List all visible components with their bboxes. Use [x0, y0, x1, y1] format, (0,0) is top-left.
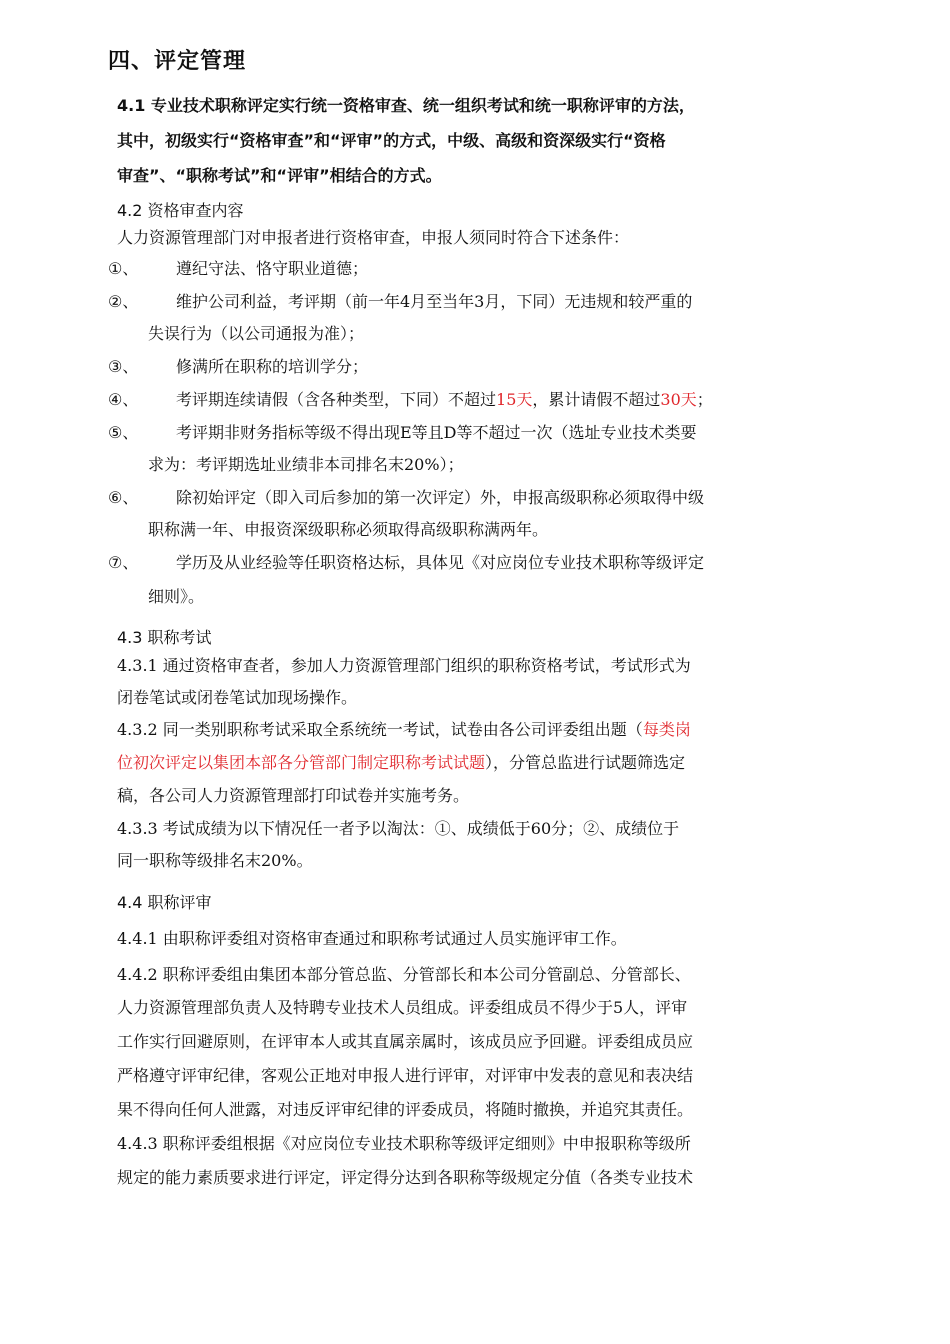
p443-line-2: 规定的能力素质要求进行评定，评定得分达到各职称等级规定分值（各类专业技术: [117, 1168, 694, 1187]
p442-line-3: 工作实行回避原则，在评审本人或其直属亲属时，该成员应予回避。评委组成员应: [117, 1032, 694, 1051]
section-title: 四、评定管理: [108, 49, 247, 74]
p432-line-1: [117, 720, 817, 740]
item-3-text: 修满所在职称的培训学分；: [176, 357, 369, 376]
p431-line-1: 4.3.1 通过资格审查者，参加人力资源管理部门组织的职称资格考试，考试形式为: [117, 656, 691, 675]
p432-line-2: [117, 753, 817, 773]
item-1-number: ①、: [108, 259, 139, 278]
item-2-continuation: 失误行为（以公司通报为准）；: [148, 324, 365, 343]
s43-heading: 4.3 职称考试: [117, 628, 212, 647]
item-4-text: [176, 390, 713, 410]
p442-line-4: 严格遵守评审纪律，客观公正地对申报人进行评审，对评审中发表的意见和表决结: [117, 1066, 694, 1085]
item-4-number: ④、: [108, 390, 139, 409]
item-5-continuation: 求为：考评期选址业绩非本司排名末20%）；: [148, 455, 464, 474]
item-7-text: 学历及从业经验等任职资格达标，具体见《对应岗位专业技术职称等级评定: [176, 553, 705, 572]
p443-line-1: 4.4.3 职称评委组根据《对应岗位专业技术职称等级评定细则》中申报职称等级所: [117, 1134, 691, 1153]
item-6-text: 除初始评定（即入司后参加的第一次评定）外，申报高级职称必须取得中级: [176, 488, 705, 507]
p433-line-1: 4.3.3 考试成绩为以下情况任一者予以淘汰：①、成绩低于60分；②、成绩位于: [117, 819, 680, 838]
leave-limit-cumulative: 30天: [660, 390, 697, 409]
p432-highlight-start: 每类岗: [642, 720, 691, 739]
item-3-number: ③、: [108, 357, 139, 376]
s41-line-3: 审查”、“职称考试”和“评审”相结合的方式。: [117, 166, 442, 185]
item-4-text-a: 考评期连续请假（含各种类型，下同）不超过: [176, 390, 497, 409]
p432-line-2-text: ），分管总监进行试题筛选定: [485, 753, 686, 772]
item-5-text: 考评期非财务指标等级不得出现E等且D等不超过一次（选址专业技术类要: [176, 423, 697, 442]
p442-line-1: 4.4.2 职称评委组由集团本部分管总监、分管部长和本公司分管副总、分管部长、: [117, 965, 691, 984]
item-6-number: ⑥、: [108, 488, 139, 507]
p433-line-2: 同一职称等级排名末20%。: [117, 851, 313, 870]
p432-line-3: 稿，各公司人力资源管理部打印试卷并实施考务。: [117, 786, 470, 805]
item-7-number: ⑦、: [108, 553, 139, 572]
s41-line-1: 4.1 专业技术职称评定实行统一资格审查、统一组织考试和统一职称评审的方法，: [117, 96, 695, 115]
p442-line-2: 人力资源管理部负责人及特聘专业技术人员组成。评委组成员不得少于5人，评审: [117, 998, 688, 1017]
p432-highlight-end: 位初次评定以集团本部各分管部门制定职称考试试题: [117, 753, 486, 772]
item-7-continuation: 细则》。: [148, 587, 205, 606]
item-5-number: ⑤、: [108, 423, 139, 442]
leave-limit-continuous: 15天: [496, 390, 533, 409]
s44-heading: 4.4 职称评审: [117, 893, 212, 912]
p431-line-2: 闭卷笔试或闭卷笔试加现场操作。: [117, 688, 358, 707]
item-4-text-b: ，累计请假不超过: [532, 390, 661, 409]
item-2-text: 维护公司利益，考评期（前一年4月至当年3月，下同）无违规和较严重的: [176, 292, 693, 311]
item-6-continuation: 职称满一年、申报资深级职称必须取得高级职称满两年。: [148, 520, 549, 539]
s42-heading: 4.2 资格审查内容: [117, 201, 244, 220]
item-4-text-c: ；: [696, 390, 713, 409]
s41-line-2: 其中，初级实行“资格审查”和“评审”的方式，中级、高级和资深级实行“资格: [117, 131, 666, 150]
s42-intro: 人力资源管理部门对申报者进行资格审查，申报人须同时符合下述条件：: [117, 228, 630, 247]
p441: 4.4.1 由职称评委组对资格审查通过和职称考试通过人员实施评审工作。: [117, 929, 627, 948]
p442-line-5: 果不得向任何人泄露，对违反评审纪律的评委成员，将随时撤换，并追究其责任。: [117, 1100, 694, 1119]
item-2-number: ②、: [108, 292, 139, 311]
item-1-text: 遵纪守法、恪守职业道德；: [176, 259, 369, 278]
p432-line-1-text: 4.3.2 同一类别职称考试采取全系统统一考试，试卷由各公司评委组出题（: [117, 720, 643, 739]
